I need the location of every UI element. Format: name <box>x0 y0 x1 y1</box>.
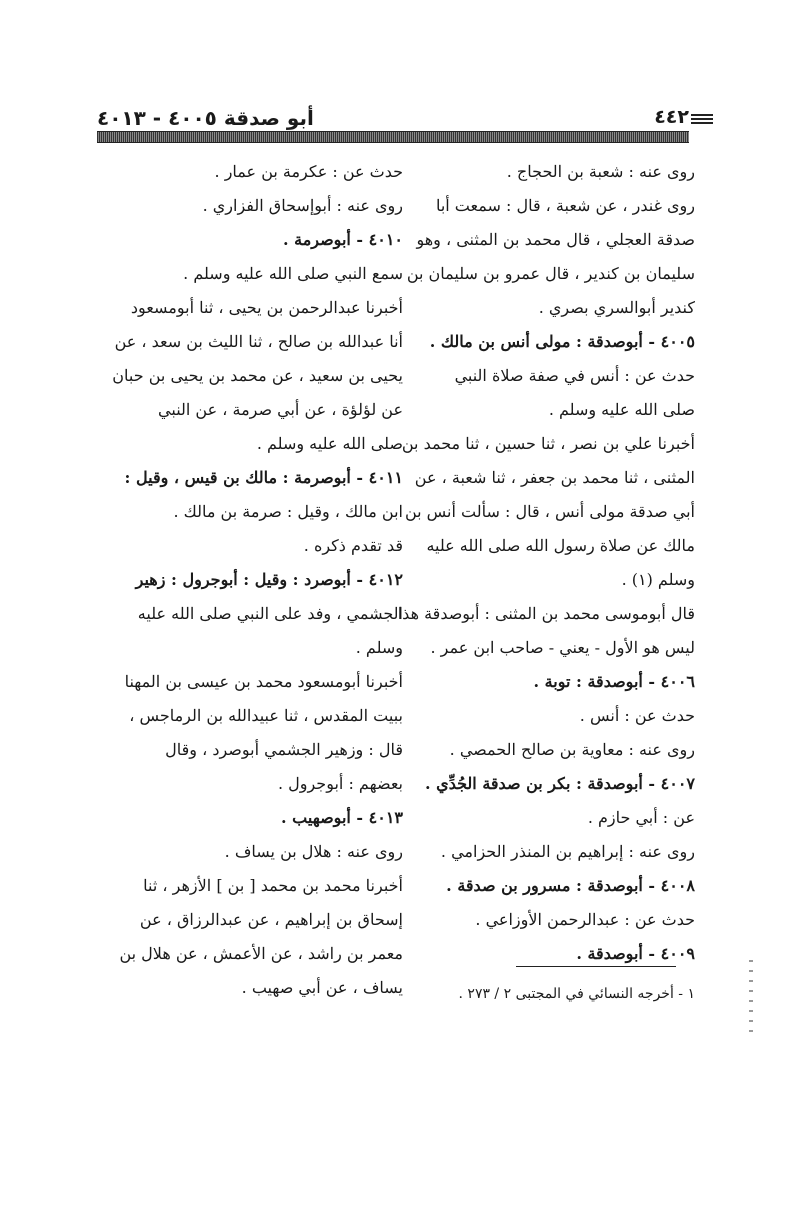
page-number: ٤٤٢ <box>654 106 689 128</box>
text-line: صلى الله عليه وسلم . <box>256 434 403 453</box>
entry-heading-4011: ٤٠١١ - أبوصرمة : مالك بن قيس ، وقيل : <box>124 468 403 487</box>
text-line: أخبرنا علي بن نصر ، ثنا حسين ، ثنا محمد بن <box>401 434 695 453</box>
text-line: عن : أبي حازم . <box>587 808 695 827</box>
text-line: روى عنه : معاوية بن صالح الحمصي . <box>449 740 695 759</box>
text-line: يحيى بن سعيد ، عن محمد بن يحيى بن حبان <box>112 366 403 385</box>
text-line: الجشمي ، وفد على النبي صلى الله عليه <box>137 604 403 623</box>
text-line: روى عنه : إبراهيم بن المنذر الحزامي . <box>440 842 695 861</box>
text-line: حدث عن : عكرمة بن عمار . <box>214 162 403 181</box>
entry-heading-4005: ٤٠٠٥ - أبوصدقة : مولى أنس بن مالك . <box>429 332 695 351</box>
entry-heading-4009: ٤٠٠٩ - أبوصدقة . <box>576 944 695 963</box>
text-line: حدث عن : أنس في صفة صلاة النبي <box>454 366 695 385</box>
text-line: معمر بن راشد ، عن الأعمش ، عن هلال بن <box>119 944 403 963</box>
text-line: إسحاق بن إبراهيم ، عن عبدالرزاق ، عن <box>139 910 403 929</box>
text-line: أخبرنا عبدالرحمن بن يحيى ، ثنا أبومسعود <box>130 298 403 317</box>
footnote: ١ - أخرجه النسائي في المجتبى ٢ / ٢٧٣ . <box>458 986 695 1002</box>
text-line: وسلم (١) . <box>621 570 695 589</box>
text-line: روى غندر ، عن شعبة ، قال : سمعت أبا <box>435 196 695 215</box>
text-line: كندير أبوالسري بصري . <box>538 298 695 317</box>
text-line: ببيت المقدس ، ثنا عبيدالله بن الرماجس ، <box>129 706 403 725</box>
text-line: ليس هو الأول - يعني - صاحب ابن عمر . <box>430 638 695 657</box>
text-line: وسلم . <box>355 638 403 657</box>
header-rule <box>97 131 689 143</box>
text-line: حدث عن : أنس . <box>579 706 695 725</box>
text-line: روى عنه : شعبة بن الحجاج . <box>506 162 695 181</box>
left-column <box>103 155 403 1005</box>
page-number-ornament <box>691 114 713 126</box>
text-line: المثنى ، ثنا محمد بن جعفر ، ثنا شعبة ، عن <box>414 468 695 487</box>
text-line: حدث عن : عبدالرحمن الأوزاعي . <box>475 910 695 929</box>
running-title: أبو صدقة ٤٠٠٥ - ٤٠١٣ <box>97 106 314 130</box>
text-line: سمع النبي صلى الله عليه وسلم . <box>183 264 403 283</box>
text-line: صدقة العجلي ، قال محمد بن المثنى ، وهو <box>416 230 695 249</box>
text-line: قال : وزهير الجشمي أبوصرد ، وقال <box>165 740 403 759</box>
entry-heading-4010: ٤٠١٠ - أبوصرمة . <box>282 230 403 249</box>
right-column <box>395 155 695 971</box>
entry-heading-4013: ٤٠١٣ - أبوصهيب . <box>281 808 403 827</box>
entry-heading-4008: ٤٠٠٨ - أبوصدقة : مسرور بن صدقة . <box>446 876 695 895</box>
text-line: بعضهم : أبوجرول . <box>277 774 403 793</box>
text-line: أبي صدقة مولى أنس ، قال : سألت أنس بن <box>404 502 695 521</box>
text-line: سليمان بن كندير ، قال عمرو بن سليمان بن <box>406 264 695 283</box>
text-line: روى عنه : هلال بن يساف . <box>224 842 403 861</box>
text-line: يساف ، عن أبي صهيب . <box>241 978 403 997</box>
text-line: أخبرنا أبومسعود محمد بن عيسى بن المهنا <box>124 672 403 691</box>
text-line: عن لؤلؤة ، عن أبي صرمة ، عن النبي <box>158 400 403 419</box>
text-line: قال أبوموسى محمد بن المثنى : أبوصدقة هذا <box>397 604 695 623</box>
text-line: ابن مالك ، وقيل : صرمة بن مالك . <box>173 502 403 521</box>
entry-heading-4007: ٤٠٠٧ - أبوصدقة : بكر بن صدقة الجُدِّي . <box>425 774 695 793</box>
text-line: مالك عن صلاة رسول الله صلى الله عليه <box>426 536 695 555</box>
text-line: أخبرنا محمد بن محمد [ بن ] الأزهر ، ثنا <box>143 876 403 895</box>
text-line: روى عنه : أبوإسحاق الفزاري . <box>202 196 403 215</box>
entry-heading-4006: ٤٠٠٦ - أبوصدقة : توبة . <box>533 672 695 691</box>
text-line: صلى الله عليه وسلم . <box>548 400 695 419</box>
text-line: أنا عبدالله بن صالح ، ثنا الليث بن سعد ، عن <box>114 332 403 351</box>
text-line: قد تقدم ذكره . <box>303 536 403 555</box>
footnote-rule <box>516 966 676 967</box>
margin-marks <box>749 960 753 1040</box>
page-header <box>97 104 711 144</box>
entry-heading-4012: ٤٠١٢ - أبوصرد : وقيل : أبوجرول : زهير <box>135 570 403 589</box>
